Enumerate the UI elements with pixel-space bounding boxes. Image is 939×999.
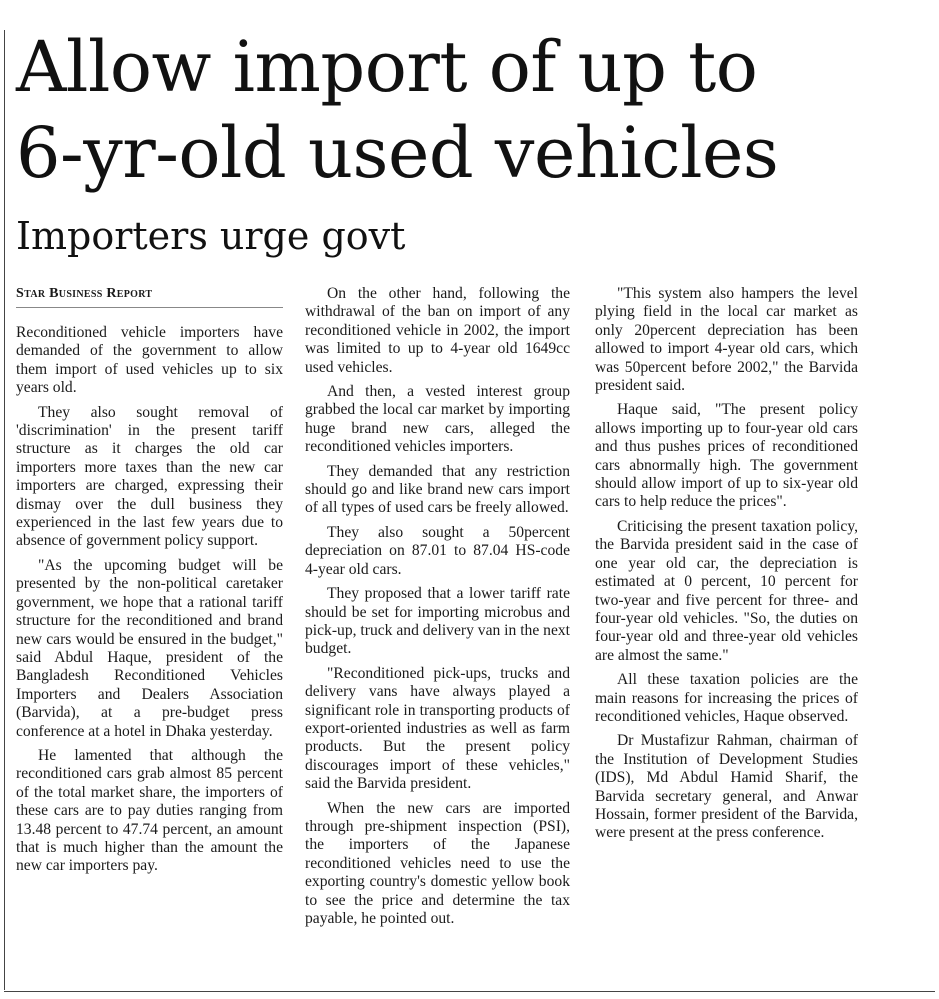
paragraph: They also sought removal of 'discrimination' in the present tariff structure as it charges the old car importers more taxes than the new car importers are charged, expressing their dismay over the dull business they experienced in the last few years due to absence of government policy support. <box>16 403 283 550</box>
paragraph: "This system also hampers the level plying field in the local car market as only 20percent depreciation has been allowed to import 4-year old cars, which was 50percent before 2002," the Barvida president said. <box>595 285 858 395</box>
paragraph: And then, a vested interest group grabbed the local car market by importing huge brand new cars, alleged the reconditioned vehicles importers. <box>305 383 570 456</box>
left-column-rule <box>4 30 5 990</box>
paragraph: "Reconditioned pick-ups, trucks and delivery vans have always played a significant role in transporting products of export-oriented industries as well as farm products. But the present policy discourages import of these vehicles," said the Barvida president. <box>305 664 570 793</box>
paragraph: "As the upcoming budget will be presented by the non-political caretaker government, we hope that a rational tariff structure for the reconditioned and brand new cars would be ensured in the budget," said Abdul Haque, president of the Bangladesh Reconditioned Vehicles Importers and Dealers Association (Barvida), at a pre-budget press conference at a hotel in Dhaka yesterday. <box>16 556 283 740</box>
subheadline: Importers urge govt <box>16 214 406 258</box>
paragraph: Reconditioned vehicle importers have demanded of the government to allow them import of used vehicles up to six years old. <box>16 324 283 397</box>
headline-line-2: 6-yr-old used vehicles <box>16 112 779 194</box>
paragraph: They proposed that a lower tariff rate should be set for importing microbus and pick-up, truck and delivery van in the next budget. <box>305 585 571 658</box>
paragraph: Haque said, "The present policy allows importing up to four-year old cars and thus pushes prices of reconditioned cars abnormally high. The government should allow import of up to six-year old cars to help reduce the prices". <box>595 401 858 511</box>
headline-line-1: Allow import of up to <box>16 26 758 108</box>
paragraph: All these taxation policies are the main reasons for increasing the prices of reconditioned vehicles, Haque observed. <box>595 671 858 725</box>
paragraph: When the new cars are imported through pre-shipment inspection (PSI), the importers of the Japanese reconditioned vehicles need to use the exporting country's domestic yellow book to see the price and determine the tax payable, he pointed out. <box>305 799 570 927</box>
article-column-1 <box>16 285 283 882</box>
paragraph: They demanded that any restriction should go and like brand new cars import of all types of used cars be freely allowed. <box>305 462 570 517</box>
article-column-3 <box>595 285 858 849</box>
bottom-rule <box>4 991 935 992</box>
paragraph: On the other hand, following the withdrawal of the ban on import of any reconditioned vehicle in 2002, the import was limited to up to 4-year old 1649cc used vehicles. <box>305 285 570 376</box>
paragraph: Dr Mustafizur Rahman, chairman of the Institution of Development Studies (IDS), Md Abdul Hamid Sharif, the Barvida secretary general, and Anwar Hossain, former president of the Barvida, were present at the press conference. <box>595 732 858 842</box>
paragraph: He lamented that although the reconditioned cars grab almost 85 percent of the total market share, the importers of these cars are to pay duties ranging from 13.48 percent to 47.74 percent, an amount that is much higher than the amount the new car importers pay. <box>16 746 283 875</box>
paragraph: They also sought a 50percent depreciation on 87.01 to 87.04 HS-code 4-year old cars. <box>305 523 570 578</box>
paragraph: Criticising the present taxation policy, the Barvida president said in the case of one year old car, the depreciation is estimated at 0 percent, 10 percent for two-year and five percent for three- and four-year old vehicles. "So, the duties on four-year old and three-year old vehicles are almost the same." <box>595 517 858 664</box>
headline <box>16 24 916 196</box>
byline: Star Business Report <box>16 286 153 301</box>
byline-rule <box>16 307 283 308</box>
article-column-2 <box>305 285 570 934</box>
